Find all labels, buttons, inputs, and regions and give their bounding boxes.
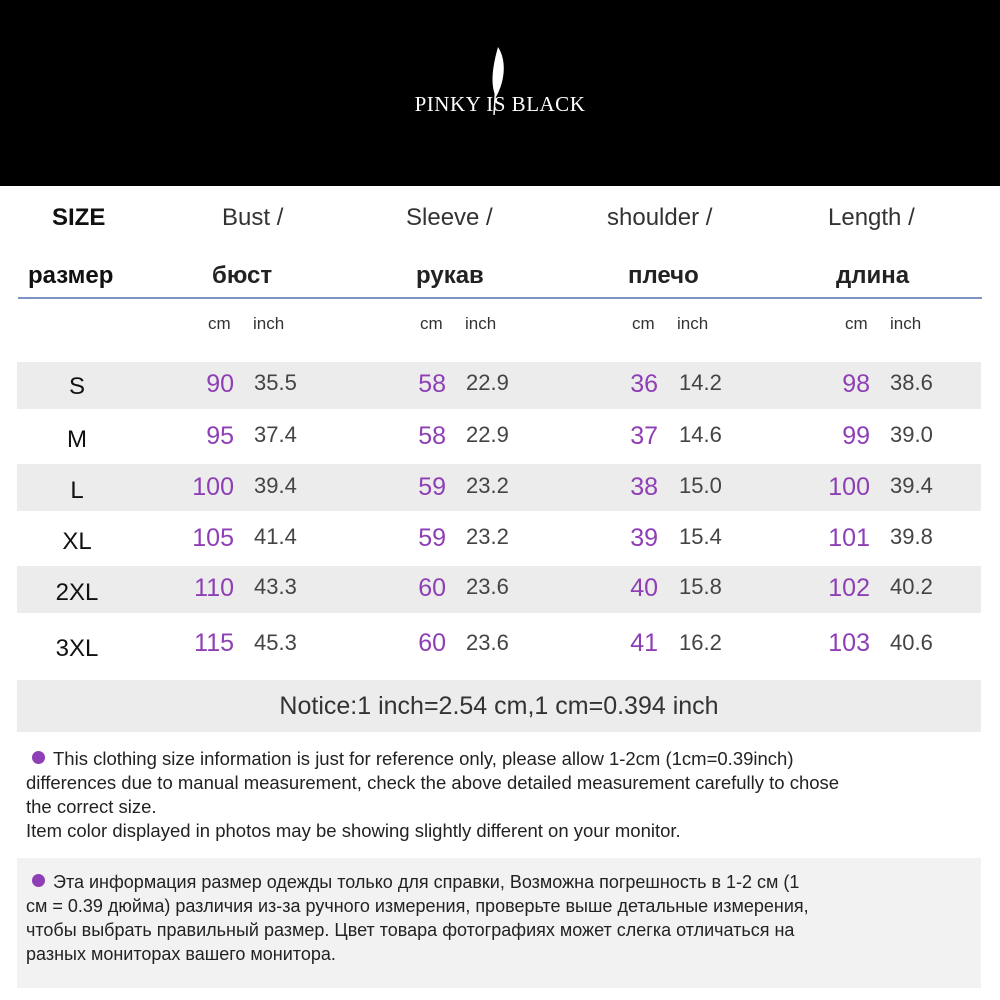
length-inch: 38.6 [890, 370, 933, 395]
sleeve-inch: 23.6 [466, 574, 509, 599]
shoulder-cm: 40 [630, 574, 658, 602]
bust-header-ru: бюст [212, 262, 273, 289]
size-label: 3XL [55, 635, 99, 662]
shoulder-header-en: shoulder / [607, 204, 713, 231]
bust-inch: 43.3 [254, 574, 297, 599]
shoulder-unit-cm: cm [632, 314, 655, 333]
bust-cm: 115 [194, 629, 234, 657]
size-label: L [70, 477, 84, 504]
size-label: XL [62, 528, 92, 555]
bust-inch: 41.4 [254, 524, 297, 549]
russian-note-line: см = 0.39 дюйма) различия из-за ручного измерения, проверьте выше детальные измерения, [26, 896, 809, 916]
length-cm: 98 [842, 370, 870, 398]
bust-cm: 100 [192, 473, 234, 501]
bust-cm: 90 [206, 370, 234, 398]
sleeve-cm: 58 [418, 422, 446, 450]
bust-inch: 39.4 [254, 473, 297, 498]
bust-inch: 35.5 [254, 370, 297, 395]
bust-cm: 95 [206, 422, 234, 450]
sleeve-inch: 23.6 [466, 630, 509, 655]
length-inch: 39.4 [890, 473, 933, 498]
sleeve-unit-cm: cm [420, 314, 443, 333]
size-label: M [67, 426, 87, 453]
shoulder-cm: 41 [630, 629, 658, 657]
shoulder-cm: 36 [630, 370, 658, 398]
bullet-dot-icon [32, 874, 45, 887]
russian-note-line: разных мониторах вашего монитора. [26, 944, 336, 964]
shoulder-inch: 14.6 [679, 422, 722, 447]
length-inch: 39.8 [890, 524, 933, 549]
sleeve-inch: 23.2 [466, 473, 509, 498]
length-unit-cm: cm [845, 314, 868, 333]
brand-logo [0, 0, 1000, 186]
sleeve-header-ru: рукав [416, 262, 484, 289]
sleeve-cm: 58 [418, 370, 446, 398]
size-label: S [68, 373, 85, 400]
bust-cm: 105 [192, 524, 234, 552]
length-unit-inch: inch [890, 314, 922, 333]
size-label: 2XL [55, 579, 99, 606]
sleeve-cm: 59 [418, 524, 446, 552]
header-divider [18, 297, 982, 299]
sleeve-cm: 60 [418, 629, 446, 657]
length-inch: 40.6 [890, 630, 933, 655]
sleeve-inch: 22.9 [466, 370, 509, 395]
brand-name: PINKY IS BLACK [414, 92, 586, 116]
bullet-dot-icon [32, 751, 45, 764]
english-note-line: Item color displayed in photos may be showing slightly different on your monitor. [26, 820, 681, 841]
shoulder-inch: 14.2 [679, 370, 722, 395]
english-note-line: differences due to manual measurement, check the above detailed measurement carefully to chose [26, 772, 840, 793]
russian-note-line: Эта информация размер одежды только для справки, Возможна погрешность в 1-2 см (1 [26, 870, 809, 894]
bust-header-en: Bust / [222, 204, 284, 231]
shoulder-cm: 39 [630, 524, 658, 552]
size-header-en: SIZE [52, 204, 106, 231]
shoulder-cm: 38 [630, 473, 658, 501]
length-inch: 39.0 [890, 422, 933, 447]
sleeve-cm: 60 [418, 574, 446, 602]
length-cm: 102 [828, 574, 870, 602]
bust-unit-cm: cm [208, 314, 231, 333]
length-inch: 40.2 [890, 574, 933, 599]
bust-inch: 45.3 [254, 630, 297, 655]
shoulder-inch: 15.8 [679, 574, 722, 599]
shoulder-cm: 37 [630, 422, 658, 450]
sleeve-inch: 22.9 [466, 422, 509, 447]
shoulder-inch: 15.4 [679, 524, 722, 549]
english-note-line: the correct size. [26, 796, 157, 817]
size-header-ru: размер [28, 262, 114, 289]
bust-inch: 37.4 [254, 422, 297, 447]
shoulder-inch: 16.2 [679, 630, 722, 655]
english-note-line: This clothing size information is just for reference only, please allow 1-2cm (1cm=0.39inch) [26, 747, 839, 771]
shoulder-unit-inch: inch [677, 314, 709, 333]
sleeve-header-en: Sleeve / [406, 204, 493, 231]
russian-note-line: чтобы выбрать правильный размер. Цвет товара фотографиях может слегка отличаться на [26, 920, 795, 940]
bust-cm: 110 [194, 574, 234, 602]
sleeve-unit-inch: inch [465, 314, 497, 333]
length-header-ru: длина [836, 262, 910, 289]
sleeve-inch: 23.2 [466, 524, 509, 549]
sleeve-cm: 59 [418, 473, 446, 501]
length-cm: 100 [828, 473, 870, 501]
length-cm: 99 [842, 422, 870, 450]
russian-note [26, 870, 809, 966]
shoulder-header-ru: плечо [628, 262, 699, 289]
english-note [26, 747, 839, 843]
bust-unit-inch: inch [253, 314, 285, 333]
length-header-en: Length / [828, 204, 915, 231]
conversion-notice: Notice:1 inch=2.54 cm,1 cm=0.394 inch [17, 680, 981, 732]
length-cm: 103 [828, 629, 870, 657]
length-cm: 101 [828, 524, 870, 552]
shoulder-inch: 15.0 [679, 473, 722, 498]
